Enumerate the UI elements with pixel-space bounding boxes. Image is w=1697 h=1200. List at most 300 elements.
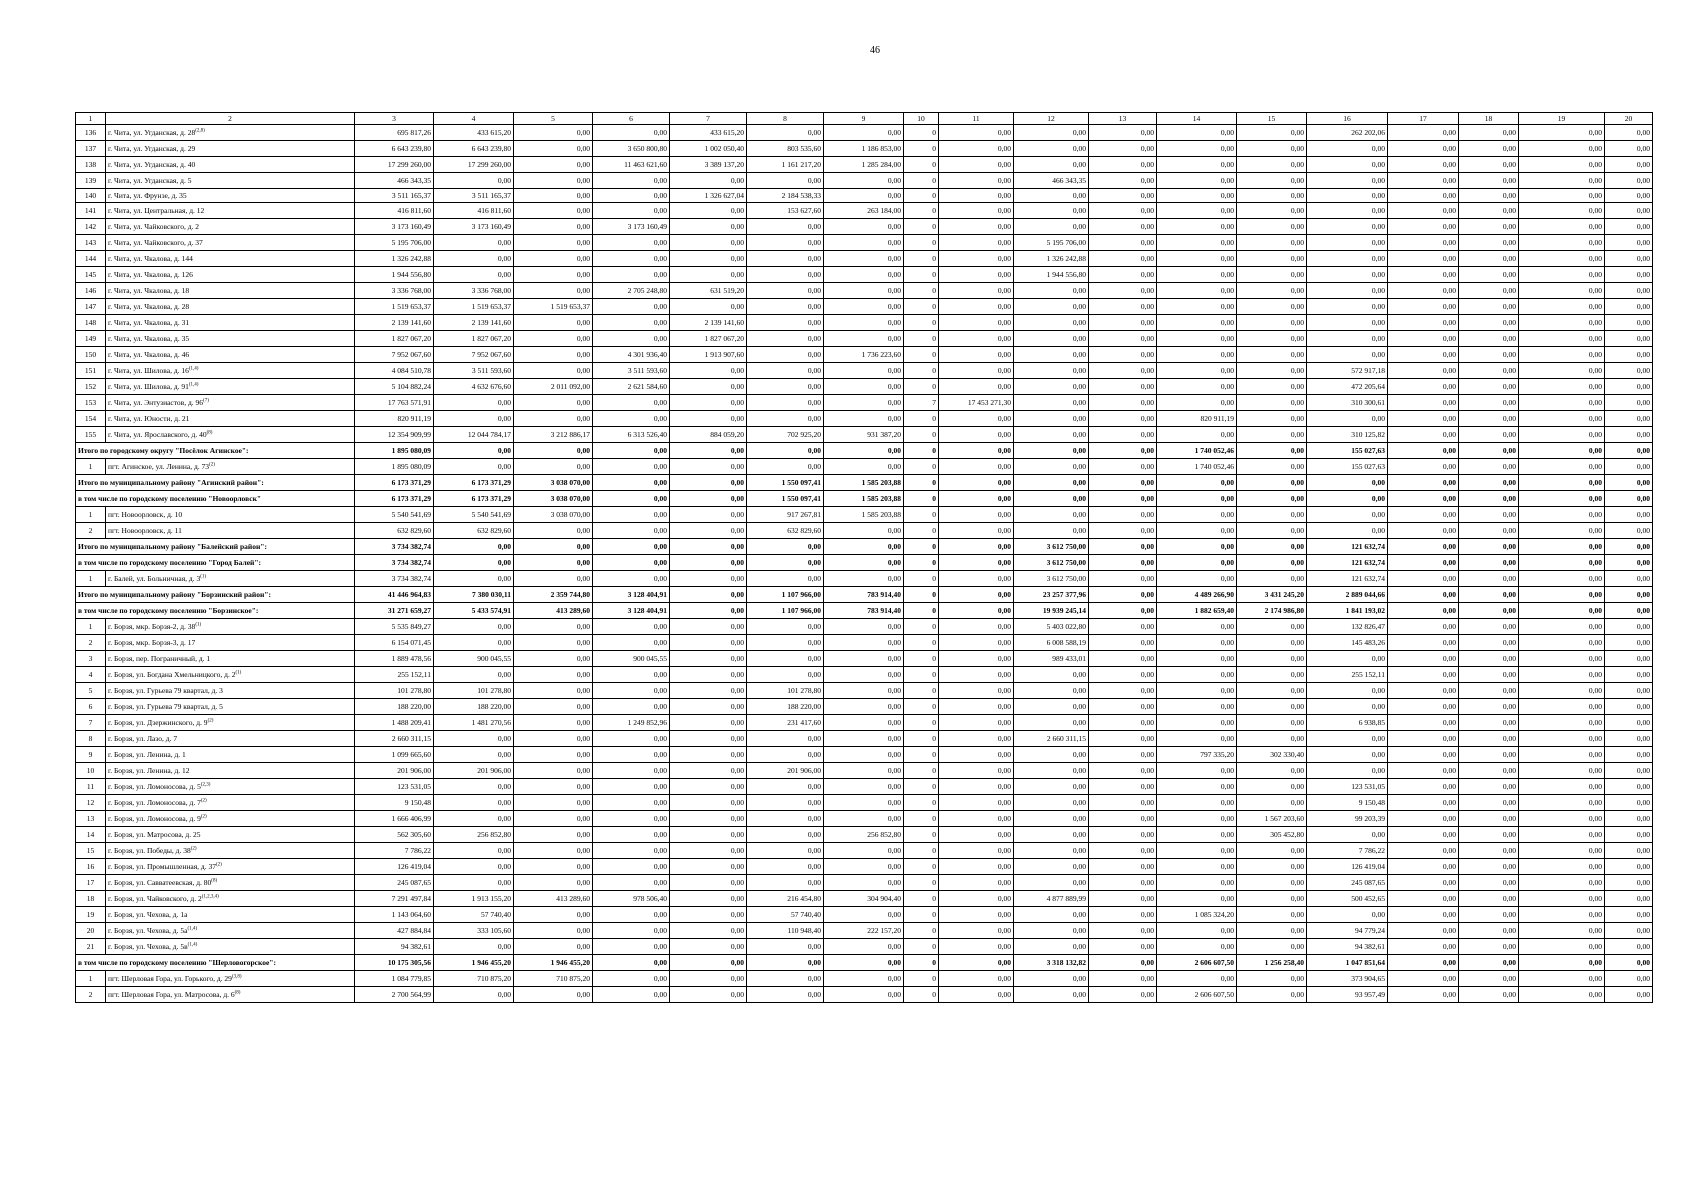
value-cell: 0,00 — [939, 203, 1014, 219]
column-header: 17 — [1388, 113, 1459, 125]
value-cell: 0,00 — [1237, 427, 1307, 443]
value-cell: 931 387,20 — [824, 427, 904, 443]
value-cell: 0,00 — [1605, 347, 1653, 363]
value-cell: 7 786,22 — [1307, 843, 1388, 859]
value-cell: 6 173 371,29 — [355, 475, 434, 491]
value-cell: 0,00 — [1157, 157, 1237, 173]
value-cell: 0,00 — [593, 125, 670, 141]
value-cell: 0,00 — [514, 763, 593, 779]
footnote-marker: (1,4) — [188, 366, 199, 371]
value-cell: 0,00 — [514, 683, 593, 699]
table-row — [76, 699, 1653, 715]
footnote-marker: (2) — [209, 462, 215, 467]
value-cell: 0,00 — [1237, 971, 1307, 987]
address-text: г. Чита, ул. Угданская, д. 29 — [108, 143, 196, 153]
value-cell: 631 519,20 — [670, 283, 747, 299]
address-text: г. Чита, ул. Чкалова, д. 31 — [108, 317, 190, 327]
value-cell: 0,00 — [1157, 635, 1237, 651]
address-cell — [106, 125, 355, 141]
value-cell: 0,00 — [1519, 875, 1605, 891]
value-cell: 201 906,00 — [747, 763, 824, 779]
value-cell: 0,00 — [1237, 555, 1307, 571]
table-row — [76, 571, 1653, 587]
column-header: 7 — [670, 113, 747, 125]
value-cell: 0,00 — [1388, 571, 1459, 587]
address-cell — [106, 635, 355, 651]
subtotal-label: Итого по муниципальному району "Борзинский район": — [76, 587, 355, 603]
address-cell — [106, 651, 355, 667]
value-cell: 0,00 — [514, 747, 593, 763]
value-cell: 0,00 — [1307, 475, 1388, 491]
value-cell: 0,00 — [434, 667, 514, 683]
value-cell: 0,00 — [1605, 141, 1653, 157]
value-cell: 0,00 — [939, 459, 1014, 475]
table-row — [76, 251, 1653, 267]
footnote-marker: (8) — [211, 878, 218, 883]
value-cell: 2 139 141,60 — [434, 315, 514, 331]
value-cell: 0,00 — [1089, 315, 1157, 331]
value-cell: 1 585 203,88 — [824, 475, 904, 491]
value-cell: 0,00 — [1014, 667, 1089, 683]
value-cell: 0,00 — [514, 203, 593, 219]
footnote-marker: (8) — [234, 990, 241, 995]
value-cell: 0,00 — [434, 571, 514, 587]
value-cell: 0,00 — [593, 731, 670, 747]
value-cell: 0,00 — [670, 987, 747, 1003]
column-header: 14 — [1157, 113, 1237, 125]
value-cell: 0,00 — [593, 395, 670, 411]
address-cell — [106, 891, 355, 907]
value-cell: 0,00 — [1157, 699, 1237, 715]
value-cell: 0 — [904, 251, 939, 267]
value-cell: 0,00 — [1089, 443, 1157, 459]
value-cell: 0,00 — [1519, 859, 1605, 875]
value-cell: 0,00 — [593, 251, 670, 267]
value-cell: 0,00 — [824, 683, 904, 699]
value-cell: 710 875,20 — [514, 971, 593, 987]
address-text: г. Борзя, мкр. Борзя-3, д. 17 — [108, 637, 196, 647]
value-cell: 0,00 — [593, 173, 670, 189]
address-text: г. Чита, ул. Чкалова, д. 18 — [108, 285, 190, 295]
value-cell: 0,00 — [514, 555, 593, 571]
value-cell: 0,00 — [939, 987, 1014, 1003]
address-text: пгт. Шерловая Гора, ул. Матросова, д. 6 — [108, 989, 235, 999]
value-cell: 0,00 — [1157, 571, 1237, 587]
value-cell: 9 150,48 — [1307, 795, 1388, 811]
value-cell: 0,00 — [1519, 267, 1605, 283]
value-cell: 1 107 966,00 — [747, 587, 824, 603]
value-cell: 0,00 — [1519, 763, 1605, 779]
value-cell: 0,00 — [1237, 939, 1307, 955]
value-cell: 3 336 768,00 — [434, 283, 514, 299]
value-cell: 0,00 — [1237, 379, 1307, 395]
value-cell: 0,00 — [1605, 843, 1653, 859]
value-cell: 0,00 — [1459, 795, 1519, 811]
table-row — [76, 395, 1653, 411]
value-cell: 0,00 — [1519, 715, 1605, 731]
value-cell: 0,00 — [1157, 651, 1237, 667]
value-cell: 0,00 — [1237, 283, 1307, 299]
value-cell: 0,00 — [1237, 699, 1307, 715]
value-cell: 0,00 — [747, 267, 824, 283]
value-cell: 0,00 — [1459, 411, 1519, 427]
value-cell: 0,00 — [939, 267, 1014, 283]
value-cell: 0,00 — [670, 203, 747, 219]
value-cell: 0,00 — [1157, 539, 1237, 555]
value-cell: 0,00 — [1519, 987, 1605, 1003]
value-cell: 3 431 245,20 — [1237, 587, 1307, 603]
value-cell: 0,00 — [1388, 331, 1459, 347]
row-number: 147 — [76, 299, 106, 315]
value-cell: 0,00 — [1388, 667, 1459, 683]
value-cell: 0,00 — [434, 635, 514, 651]
value-cell: 302 330,40 — [1237, 747, 1307, 763]
value-cell: 0,00 — [1089, 283, 1157, 299]
value-cell: 0,00 — [824, 811, 904, 827]
value-cell: 3 734 382,74 — [355, 555, 434, 571]
value-cell: 0,00 — [824, 971, 904, 987]
value-cell: 0,00 — [1237, 125, 1307, 141]
value-cell: 0,00 — [824, 251, 904, 267]
value-cell: 1 550 097,41 — [747, 491, 824, 507]
value-cell: 0 — [904, 379, 939, 395]
row-number: 2 — [76, 987, 106, 1003]
value-cell: 0,00 — [514, 141, 593, 157]
value-cell: 0,00 — [514, 267, 593, 283]
value-cell: 0,00 — [670, 443, 747, 459]
value-cell: 2 705 248,80 — [593, 283, 670, 299]
value-cell: 0,00 — [1157, 395, 1237, 411]
value-cell: 0,00 — [1388, 555, 1459, 571]
value-cell: 0,00 — [1089, 683, 1157, 699]
value-cell: 0,00 — [1388, 875, 1459, 891]
value-cell: 3 336 768,00 — [355, 283, 434, 299]
value-cell: 1 827 067,20 — [434, 331, 514, 347]
value-cell: 0,00 — [1605, 971, 1653, 987]
value-cell: 310 300,61 — [1307, 395, 1388, 411]
address-cell — [106, 715, 355, 731]
value-cell: 0,00 — [670, 683, 747, 699]
column-header: 8 — [747, 113, 824, 125]
value-cell: 0,00 — [1605, 491, 1653, 507]
value-cell: 0,00 — [1459, 603, 1519, 619]
address-text: г. Борзя, ул. Лазо, д. 7 — [108, 733, 178, 743]
address-text: пгт. Новоорловск, д. 10 — [108, 509, 183, 519]
value-cell: 0,00 — [434, 459, 514, 475]
value-cell: 0,00 — [1307, 141, 1388, 157]
value-cell: 0,00 — [593, 475, 670, 491]
value-cell: 0,00 — [939, 315, 1014, 331]
value-cell: 0,00 — [824, 763, 904, 779]
value-cell: 6 643 239,80 — [434, 141, 514, 157]
value-cell: 0,00 — [939, 939, 1014, 955]
value-cell: 0,00 — [1014, 699, 1089, 715]
value-cell: 0,00 — [1388, 939, 1459, 955]
value-cell: 3 128 404,91 — [593, 603, 670, 619]
value-cell: 433 615,20 — [670, 125, 747, 141]
address-cell — [106, 331, 355, 347]
address-cell — [106, 907, 355, 923]
value-cell: 0,00 — [1519, 363, 1605, 379]
value-cell: 0,00 — [1605, 251, 1653, 267]
value-cell: 0,00 — [824, 219, 904, 235]
footnote-marker: (2) — [215, 862, 222, 867]
value-cell: 101 278,80 — [747, 683, 824, 699]
value-cell: 0,00 — [514, 283, 593, 299]
table-row — [76, 683, 1653, 699]
value-cell: 0,00 — [1388, 715, 1459, 731]
value-cell: 0,00 — [1089, 939, 1157, 955]
row-number: 15 — [76, 843, 106, 859]
value-cell: 0,00 — [1388, 763, 1459, 779]
value-cell: 0,00 — [514, 443, 593, 459]
value-cell: 0,00 — [1388, 811, 1459, 827]
value-cell: 0,00 — [1459, 731, 1519, 747]
value-cell: 0,00 — [1014, 523, 1089, 539]
value-cell: 0,00 — [1237, 315, 1307, 331]
address-text: пгт. Шерловая Гора, ул. Горького, д. 29 — [108, 973, 232, 983]
column-header: 19 — [1519, 113, 1605, 125]
value-cell: 2 700 564,99 — [355, 987, 434, 1003]
value-cell: 0,00 — [1605, 667, 1653, 683]
value-cell: 0,00 — [824, 571, 904, 587]
value-cell: 0,00 — [939, 443, 1014, 459]
value-cell: 0,00 — [1459, 203, 1519, 219]
column-header: 4 — [434, 113, 514, 125]
value-cell: 0,00 — [1157, 683, 1237, 699]
value-cell: 0,00 — [670, 779, 747, 795]
value-cell: 0,00 — [1237, 795, 1307, 811]
value-cell: 0,00 — [1014, 939, 1089, 955]
value-cell: 632 829,60 — [355, 523, 434, 539]
value-cell: 917 267,81 — [747, 507, 824, 523]
table-row — [76, 747, 1653, 763]
value-cell: 3 173 160,49 — [593, 219, 670, 235]
value-cell: 0,00 — [1519, 683, 1605, 699]
value-cell: 0,00 — [1388, 125, 1459, 141]
value-cell: 0,00 — [1519, 251, 1605, 267]
value-cell: 0,00 — [434, 555, 514, 571]
value-cell: 1 550 097,41 — [747, 475, 824, 491]
value-cell: 0,00 — [1605, 811, 1653, 827]
row-number: 1 — [76, 507, 106, 523]
value-cell: 0,00 — [1157, 203, 1237, 219]
value-cell: 0,00 — [593, 507, 670, 523]
value-cell: 0 — [904, 235, 939, 251]
value-cell: 3 734 382,74 — [355, 571, 434, 587]
value-cell: 23 257 377,96 — [1014, 587, 1089, 603]
value-cell: 0,00 — [1459, 651, 1519, 667]
address-text: г. Чита, ул. Центральная, д. 12 — [108, 205, 205, 215]
row-number: 155 — [76, 427, 106, 443]
value-cell: 0,00 — [1605, 523, 1653, 539]
value-cell: 5 433 574,91 — [434, 603, 514, 619]
address-text: г. Борзя, ул. Победы, д. 38 — [108, 845, 191, 855]
value-cell: 0,00 — [1388, 619, 1459, 635]
value-cell: 0 — [904, 141, 939, 157]
value-cell: 0 — [904, 539, 939, 555]
value-cell: 0,00 — [1388, 141, 1459, 157]
value-cell: 0,00 — [1237, 923, 1307, 939]
value-cell: 0,00 — [1605, 891, 1653, 907]
value-cell: 0,00 — [1605, 651, 1653, 667]
value-cell: 0,00 — [514, 939, 593, 955]
value-cell: 0,00 — [1605, 411, 1653, 427]
value-cell: 0,00 — [1605, 189, 1653, 203]
value-cell: 310 125,82 — [1307, 427, 1388, 443]
value-cell: 0,00 — [1459, 157, 1519, 173]
value-cell: 0,00 — [939, 379, 1014, 395]
value-cell: 0,00 — [1089, 267, 1157, 283]
table-row — [76, 427, 1653, 443]
value-cell: 255 152,11 — [355, 667, 434, 683]
value-cell: 0,00 — [670, 555, 747, 571]
value-cell: 0,00 — [593, 859, 670, 875]
value-cell: 0,00 — [939, 907, 1014, 923]
value-cell: 0,00 — [1388, 539, 1459, 555]
value-cell: 0,00 — [1388, 443, 1459, 459]
value-cell: 0 — [904, 189, 939, 203]
value-cell: 0,00 — [1237, 523, 1307, 539]
value-cell: 0,00 — [670, 635, 747, 651]
value-cell: 0,00 — [1605, 907, 1653, 923]
value-cell: 0,00 — [747, 731, 824, 747]
value-cell: 245 087,65 — [1307, 875, 1388, 891]
value-cell: 0,00 — [824, 731, 904, 747]
value-cell: 0,00 — [747, 283, 824, 299]
table-row — [76, 235, 1653, 251]
value-cell: 0,00 — [1014, 507, 1089, 523]
value-cell: 0,00 — [593, 539, 670, 555]
value-cell: 0,00 — [1605, 235, 1653, 251]
value-cell: 0,00 — [1157, 331, 1237, 347]
value-cell: 0,00 — [1459, 251, 1519, 267]
value-cell: 820 911,19 — [355, 411, 434, 427]
value-cell: 256 852,80 — [434, 827, 514, 843]
value-cell: 0,00 — [939, 363, 1014, 379]
value-cell: 0,00 — [1519, 587, 1605, 603]
value-cell: 121 632,74 — [1307, 555, 1388, 571]
value-cell: 702 925,20 — [747, 427, 824, 443]
row-number: 14 — [76, 827, 106, 843]
value-cell: 0,00 — [1157, 875, 1237, 891]
value-cell: 0 — [904, 715, 939, 731]
value-cell: 0,00 — [1519, 923, 1605, 939]
value-cell: 0,00 — [1605, 939, 1653, 955]
table-row — [76, 363, 1653, 379]
value-cell: 0,00 — [1089, 955, 1157, 971]
value-cell: 0,00 — [939, 651, 1014, 667]
table-row — [76, 923, 1653, 939]
value-cell: 0,00 — [939, 235, 1014, 251]
address-text: г. Борзя, ул. Матросова, д. 25 — [108, 829, 201, 839]
value-cell: 7 380 030,11 — [434, 587, 514, 603]
value-cell: 0,00 — [1014, 715, 1089, 731]
table-row — [76, 875, 1653, 891]
address-text: г. Чита, ул. Чкалова, д. 46 — [108, 349, 190, 359]
value-cell: 0,00 — [593, 459, 670, 475]
value-cell: 1 585 203,88 — [824, 507, 904, 523]
table-row — [76, 971, 1653, 987]
value-cell: 0,00 — [1459, 571, 1519, 587]
value-cell: 0,00 — [670, 523, 747, 539]
value-cell: 0,00 — [593, 779, 670, 795]
value-cell: 0,00 — [1605, 173, 1653, 189]
address-cell — [106, 427, 355, 443]
value-cell: 0 — [904, 843, 939, 859]
value-cell: 0,00 — [1605, 859, 1653, 875]
value-cell: 0,00 — [1237, 267, 1307, 283]
subtotal-row — [76, 587, 1653, 603]
value-cell: 3 212 886,17 — [514, 427, 593, 443]
value-cell: 0,00 — [1157, 779, 1237, 795]
row-number: 145 — [76, 267, 106, 283]
value-cell: 0,00 — [1089, 347, 1157, 363]
address-cell — [106, 923, 355, 939]
value-cell: 31 271 659,27 — [355, 603, 434, 619]
value-cell: 0,00 — [1307, 173, 1388, 189]
value-cell: 0,00 — [939, 571, 1014, 587]
subtotal-label: в том числе по городскому поселению "Город Балей": — [76, 555, 355, 571]
value-cell: 3 038 070,00 — [514, 491, 593, 507]
value-cell: 0,00 — [1089, 923, 1157, 939]
value-cell: 0,00 — [1307, 763, 1388, 779]
value-cell: 1 827 067,20 — [355, 331, 434, 347]
value-cell: 2 011 092,00 — [514, 379, 593, 395]
value-cell: 0,00 — [939, 587, 1014, 603]
address-text: г. Чита, ул. Угданская, д. 5 — [108, 175, 192, 185]
value-cell: 5 540 541,69 — [434, 507, 514, 523]
value-cell: 0,00 — [514, 619, 593, 635]
value-cell: 0,00 — [670, 699, 747, 715]
value-cell: 0,00 — [1388, 173, 1459, 189]
value-cell: 0,00 — [747, 827, 824, 843]
value-cell: 0,00 — [1237, 571, 1307, 587]
value-cell: 0,00 — [1459, 267, 1519, 283]
value-cell: 632 829,60 — [434, 523, 514, 539]
value-cell: 201 906,00 — [434, 763, 514, 779]
value-cell: 0,00 — [1519, 747, 1605, 763]
value-cell: 0,00 — [514, 157, 593, 173]
value-cell: 0,00 — [939, 619, 1014, 635]
value-cell: 978 506,40 — [593, 891, 670, 907]
value-cell: 3 511 593,60 — [434, 363, 514, 379]
value-cell: 0,00 — [747, 173, 824, 189]
value-cell: 0,00 — [939, 683, 1014, 699]
value-cell: 0,00 — [1459, 475, 1519, 491]
value-cell: 0,00 — [824, 331, 904, 347]
value-cell: 0,00 — [1157, 523, 1237, 539]
value-cell: 0,00 — [747, 571, 824, 587]
value-cell: 0,00 — [1605, 125, 1653, 141]
address-cell — [106, 683, 355, 699]
subtotal-label: в том числе по городскому поселению "Новоорловск" — [76, 491, 355, 507]
value-cell: 1 946 455,20 — [434, 955, 514, 971]
value-cell: 0 — [904, 907, 939, 923]
value-cell: 222 157,20 — [824, 923, 904, 939]
value-cell: 1 895 080,09 — [355, 443, 434, 459]
address-cell — [106, 315, 355, 331]
value-cell: 0,00 — [1089, 475, 1157, 491]
value-cell: 0,00 — [1605, 955, 1653, 971]
value-cell: 0,00 — [824, 283, 904, 299]
value-cell: 989 433,01 — [1014, 651, 1089, 667]
value-cell: 0,00 — [824, 443, 904, 459]
value-cell: 0,00 — [939, 603, 1014, 619]
value-cell: 0,00 — [1089, 523, 1157, 539]
value-cell: 0,00 — [1459, 539, 1519, 555]
column-header: 16 — [1307, 113, 1388, 125]
